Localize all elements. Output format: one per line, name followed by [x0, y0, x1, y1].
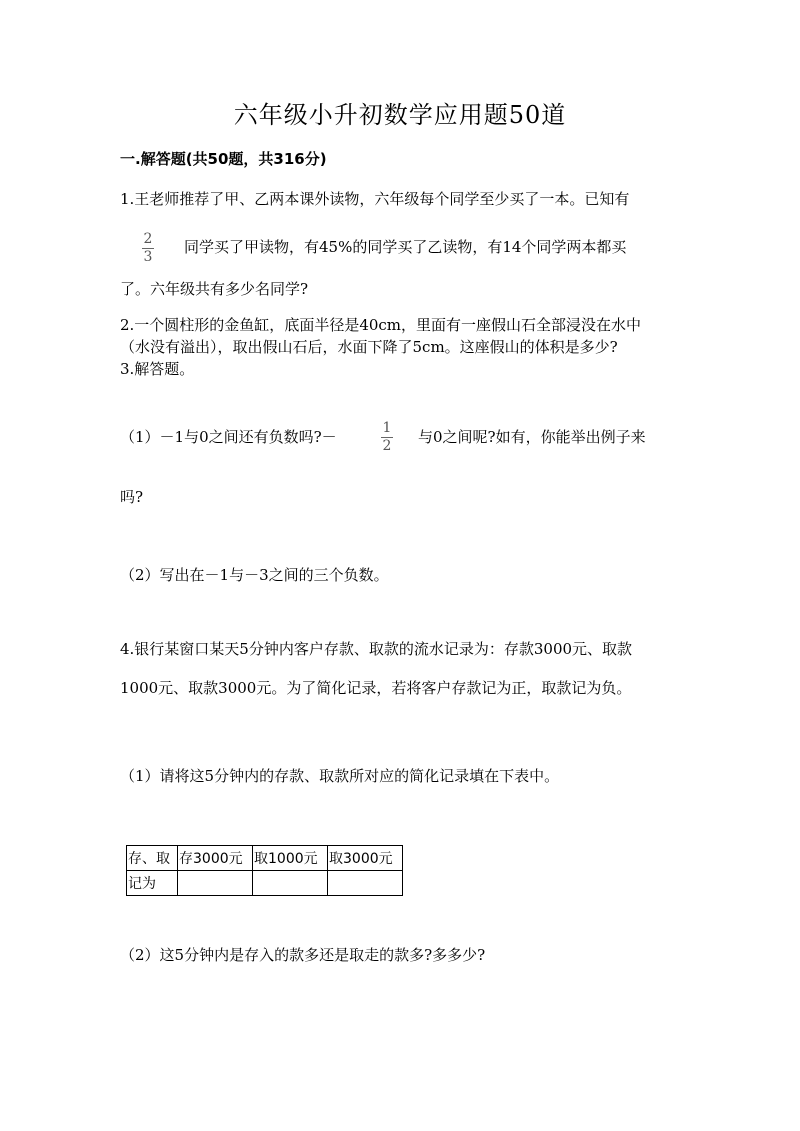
q1-fraction [142, 232, 154, 265]
section-heading: 一.解答题(共50题，共316分) [120, 150, 327, 168]
q3-part1-end: 吗? [120, 488, 144, 506]
table-header-cell: 取3000元 [328, 846, 403, 871]
record-table [126, 845, 403, 896]
q3-fraction-numerator: 1 [382, 420, 392, 436]
q3-part1-text: （1）－1与0之间还有负数吗?－ [120, 428, 337, 446]
page-title: 六年级小升初数学应用题50道 [233, 101, 567, 129]
q3-heading: 3.解答题。 [120, 360, 195, 378]
table-row [127, 871, 403, 896]
q4-line2: 1000元、取款3000元。为了简化记录，若将客户存款记为正，取款记为负。 [120, 679, 632, 697]
q1-fraction-numerator: 2 [143, 231, 153, 247]
q1-line2: 同学买了甲读物，有45%的同学买了乙读物，有14个同学两本都买 [184, 238, 627, 256]
q2-line1: 2.一个圆柱形的金鱼缸，底面半径是40cm，里面有一座假山石全部浸没在水中 [120, 316, 642, 334]
q3-part2: （2）写出在－1与－3之间的三个负数。 [120, 566, 389, 584]
table-header-cell: 存、取 [127, 846, 178, 871]
q1-line1: 1.王老师推荐了甲、乙两本课外读物，六年级每个同学至少买了一本。已知有 [120, 190, 630, 208]
table-answer-cell[interactable] [253, 871, 328, 896]
q1-line3: 了。六年级共有多少名同学? [120, 280, 309, 298]
q2-line2: （水没有溢出），取出假山石后，水面下降了5cm。这座假山的体积是多少? [120, 338, 618, 356]
q3-fraction-denominator: 2 [382, 438, 392, 454]
table-answer-cell[interactable] [328, 871, 403, 896]
q4-part2: （2）这5分钟内是存入的款多还是取走的款多?多多少? [120, 946, 486, 964]
table-header-cell: 取1000元 [253, 846, 328, 871]
table-header-row [127, 846, 403, 871]
q4-line1: 4.银行某窗口某天5分钟内客户存款、取款的流水记录为：存款3000元、取款 [120, 640, 633, 658]
table-row-label: 记为 [127, 871, 178, 896]
table-answer-cell[interactable] [178, 871, 253, 896]
q3-fraction [381, 421, 393, 454]
q4-part1: （1）请将这5分钟内的存款、取款所对应的简化记录填在下表中。 [120, 767, 560, 785]
q1-fraction-denominator: 3 [143, 249, 153, 265]
table-header-cell: 存3000元 [178, 846, 253, 871]
q3-part1-continued: 与0之间呢?如有，你能举出例子来 [418, 428, 646, 446]
